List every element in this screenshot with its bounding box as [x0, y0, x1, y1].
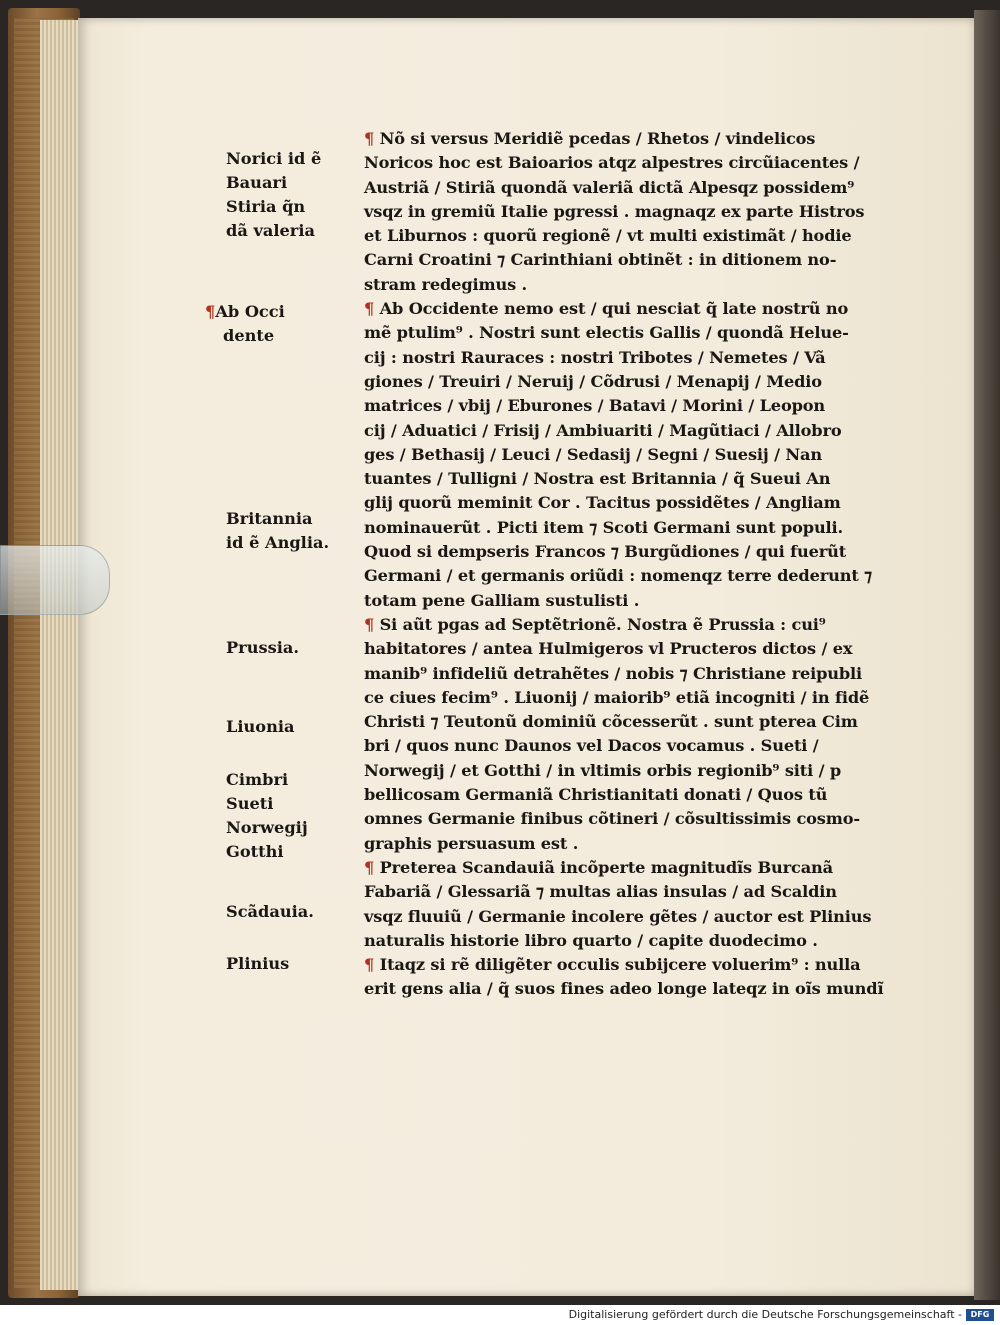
text-line: giones / Treuiri / Neruij / Cõdrusi / Menapij / Medio: [364, 371, 822, 391]
text-line: manib⁹ infideliũ detrahẽtes / nobis ⁊ Christiane reipubli: [364, 663, 863, 683]
marginal-note-northern-peoples: [226, 768, 308, 864]
text-line: tuantes / Tulligni / Nostra est Britannia / q̃ Sueui An: [364, 469, 831, 489]
footer-bar: [0, 1305, 1000, 1325]
marginal-line: Bauari: [226, 173, 288, 192]
gutter-edge: [974, 10, 1000, 1300]
text-line: vsqz fluuiũ / Germanie incolere gẽtes / auctor est Plinius: [364, 906, 872, 926]
marginal-note-occidente: [205, 300, 285, 348]
marginal-line: id ẽ Anglia.: [226, 533, 330, 552]
text-line: Norwegij / et Gotthi / in vltimis orbis regionib⁹ siti / p: [364, 760, 842, 780]
text-line: ¶ Nõ si versus Meridiẽ pcedas / Rhetos / vindelicos: [364, 129, 816, 148]
marginal-line: Gotthi: [226, 842, 284, 861]
marginal-line: dente: [223, 326, 275, 345]
marginal-line: dã valeria: [226, 221, 315, 240]
text-line: bellicosam Germaniã Christianitati donati / Quos tũ: [364, 785, 828, 805]
text-line: ce ciues fecim⁹ . Liuonij / maiorib⁹ etiã incogniti / in fidẽ: [364, 687, 870, 707]
text-line: graphis persuasum est .: [364, 833, 579, 853]
text-line: mẽ ptulim⁹ . Nostri sunt electis Gallis / quondã Helue-: [364, 323, 849, 343]
text-line: nominauerũt . Picti item ⁊ Scoti Germani sunt populi.: [364, 517, 844, 537]
marginal-line: Stiria q̃n: [226, 197, 306, 216]
marginal-line: Norwegij: [226, 818, 308, 837]
marginal-line: Prussia.: [226, 638, 299, 657]
marginal-note-prussia: [226, 636, 299, 660]
text-line: cij / Aduatici / Frisij / Ambiuariti / Magũtiaci / Allobro: [364, 420, 842, 440]
marginal-note-liuonia: [226, 715, 295, 739]
marginal-line: Norici id ẽ: [226, 149, 322, 168]
text-line: Fabariã / Glessariã ⁊ multas alias insulas / ad Scaldin: [364, 882, 837, 902]
text-line: Carni Croatini ⁊ Carinthiani obtinẽt : in ditionem no-: [364, 250, 837, 270]
text-line: totam pene Galliam sustulisti .: [364, 590, 640, 610]
marginal-line: Britannia: [226, 509, 313, 528]
text-line: vsqz in gremiũ Italie pgressi . magnaqz ex parte Histros: [364, 201, 865, 221]
text-line: ¶ Itaqz si rẽ diligẽter occulis subijcere voluerim⁹ : nulla: [364, 955, 861, 975]
text-line: stram redegimus .: [364, 274, 528, 294]
text-line: ¶ Si aũt pgas ad Septẽtrionẽ. Nostra ẽ Prussia : cui⁹: [364, 614, 826, 634]
text-line: bri / quos nunc Daunos vel Dacos vocamus . Sueti /: [364, 736, 819, 756]
page-clip: [0, 545, 110, 615]
text-line: omnes Germanie finibus cõtineri / cõsultissimis cosmo-: [364, 809, 860, 829]
marginal-line: Scãdauia.: [226, 902, 314, 921]
text-line: habitatores / antea Hulmigeros vl Pructeros dictos / ex: [364, 639, 853, 659]
text-line: Noricos hoc est Baioarios atqz alpestres circũiacentes /: [364, 153, 860, 173]
text-line: cij : nostri Rauraces : nostri Tribotes / Nemetes / Vã: [364, 347, 826, 367]
marginal-line: Liuonia: [226, 717, 295, 736]
marginal-note-plinius: [226, 952, 289, 976]
marginal-line: Sueti: [226, 794, 274, 813]
text-line: ¶ Preterea Scandauiã incõperte magnitudĩs Burcanã: [364, 857, 834, 877]
text-line: ges / Bethasij / Leuci / Sedasij / Segni / Suesij / Nan: [364, 444, 822, 464]
text-line: naturalis historie libro quarto / capite duodecimo .: [364, 930, 818, 950]
text-line: et Liburnos : quorũ regionẽ / vt multi existimãt / hodie: [364, 226, 852, 246]
footer-credit: Digitalisierung gefördert durch die Deutsche Forschungsgemeinschaft -: [568, 1308, 962, 1321]
text-line: glij quorũ meminit Cor . Tacitus possidẽtes / Angliam: [364, 493, 841, 513]
marginal-line: ¶Ab Occi: [205, 302, 285, 321]
text-line: Quod si dempseris Francos ⁊ Burgũdiones / qui fuerũt: [364, 542, 847, 562]
text-line: ¶ Ab Occidente nemo est / qui nesciat q̃ late nostrũ no: [364, 299, 849, 319]
text-line: Austriã / Stiriã quondã valeriã dictã Alpesqz possidem⁹: [364, 177, 855, 197]
text-line: matrices / vbij / Eburones / Batavi / Morini / Leopon: [364, 396, 826, 416]
text-line: Christi ⁊ Teutonũ dominiũ cõcesserũt . sunt pterea Cim: [364, 712, 858, 732]
text-line: Germani / et germanis oriũdi : nomenqz terre dederunt ⁊: [364, 566, 873, 586]
marginal-note-britannia: [226, 507, 329, 555]
text-line: erit gens alia / q̃ suos fines adeo longe lateqz in oĩs mundĩ: [364, 979, 884, 999]
marginal-line: Cimbri: [226, 770, 289, 789]
marginal-note-scandauia: [226, 900, 314, 924]
marginal-note-norici: [226, 147, 321, 243]
dfg-logo: DFG: [966, 1309, 994, 1321]
main-text-column: [364, 127, 926, 1002]
marginal-line: Plinius: [226, 954, 290, 973]
